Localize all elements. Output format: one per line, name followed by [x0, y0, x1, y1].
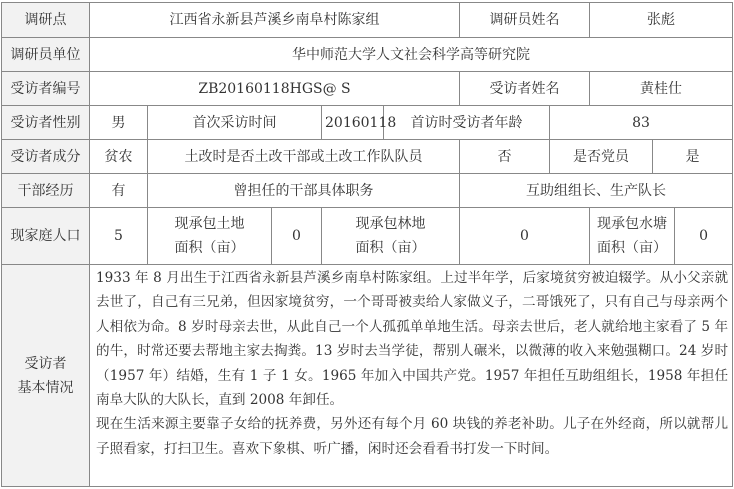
basic-info-label-line2: 基本情况 [17, 379, 74, 396]
gender-label: 受访者性别 [2, 106, 90, 140]
row-interviewee-id [2, 72, 733, 106]
party-member-value: 是 [653, 140, 733, 174]
interviewee-id-label: 受访者编号 [2, 72, 90, 106]
land-reform-cadre-label: 土改时是否土改干部或土改工作队队员 [148, 140, 460, 174]
interviewee-name-value: 黄桂仕 [590, 72, 733, 106]
row-cadre [2, 174, 733, 208]
class-status-label: 受访者成分 [2, 140, 90, 174]
row-basic-info [2, 265, 733, 487]
researcher-unit-value: 华中师范大学人文社会科学高等研究院 [90, 38, 733, 72]
interviewee-name-label: 受访者姓名 [460, 72, 590, 106]
contracted-land-label [148, 208, 272, 265]
cadre-value: 有 [90, 174, 148, 208]
basic-info-label-line1: 受访者 [24, 355, 67, 372]
researcher-unit-label: 调研员单位 [2, 38, 90, 72]
contracted-pond-label-line2: 面积（亩） [597, 240, 668, 256]
cadre-positions-label: 曾担任的干部具体职务 [148, 174, 460, 208]
household-size-label: 现家庭人口 [2, 208, 90, 265]
contracted-pond-label [590, 208, 675, 265]
contracted-forest-label-line1: 现承包林地 [355, 216, 426, 232]
contracted-forest-label [322, 208, 460, 265]
info-table [1, 2, 733, 487]
basic-info-text [90, 265, 733, 487]
researcher-name-label: 调研员姓名 [460, 3, 590, 38]
contracted-land-label-line2: 面积（亩） [174, 240, 245, 256]
contracted-pond-label-line1: 现承包水塘 [597, 216, 668, 232]
contracted-pond-value: 0 [675, 208, 733, 265]
contracted-land-label-line1: 现承包土地 [174, 216, 245, 232]
age-label: 首访时受访者年龄 [384, 106, 550, 140]
row-survey-place [2, 3, 733, 38]
basic-info-paragraph-2: 现在生活来源主要靠子女给的抚养费，另外还有每个月 60 块钱的养老补助。儿子在外经商，所以就帮儿子照看家，打扫卫生。喜欢下象棋、听广播，闲时还会看看书打发一下时间。 [96, 416, 729, 457]
contracted-forest-label-line2: 面积（亩） [355, 240, 426, 256]
row-gender [2, 106, 733, 140]
survey-place-label: 调研点 [2, 3, 90, 38]
cadre-positions-value: 互助组组长、生产队长 [460, 174, 733, 208]
age-value: 83 [550, 106, 733, 140]
class-status-value: 贫农 [90, 140, 148, 174]
basic-info-label [2, 265, 90, 487]
basic-info-paragraph-1: 1933 年 8 月出生于江西省永新县芦溪乡南阜村陈家组。上过半年学，后家境贫穷被迫辍学。从小父亲就去世了，自己有三兄弟，但因家境贫穷，一个哥哥被卖给人家做义子，二哥饿死了，只有自己与母亲两个人相依为命。8 岁时母亲去世，从此自己一个人孤孤单单地生活。母亲去世后，老人就给地主家看了 5 年的牛，时常还要去帮地主家去掏粪。13 岁时去当学徒，帮别人碾米，以微薄的收入来勉强糊口。24 岁时（1957 年）结婚，生有 1 子 1 女。1965 年加入中国共产党。1957 年担任互助组组长，1958 年担任南阜大队的大队长，直到 2008 年卸任。 [96, 270, 729, 409]
contracted-land-value: 0 [272, 208, 322, 265]
first-interview-date-label: 首次采访时间 [148, 106, 322, 140]
first-interview-date-value: 20160118 [322, 106, 384, 140]
row-household [2, 208, 733, 265]
row-class-status [2, 140, 733, 174]
land-reform-cadre-value: 否 [460, 140, 550, 174]
cadre-label: 干部经历 [2, 174, 90, 208]
household-size-value: 5 [90, 208, 148, 265]
basic-info-body [90, 265, 732, 464]
contracted-forest-value: 0 [460, 208, 590, 265]
interviewee-id-value: ZB20160118HGS@ S [90, 72, 460, 106]
gender-value: 男 [90, 106, 148, 140]
researcher-name-value: 张彪 [590, 3, 733, 38]
party-member-label: 是否党员 [550, 140, 653, 174]
survey-place-value: 江西省永新县芦溪乡南阜村陈家组 [90, 3, 460, 38]
row-researcher-unit [2, 38, 733, 72]
